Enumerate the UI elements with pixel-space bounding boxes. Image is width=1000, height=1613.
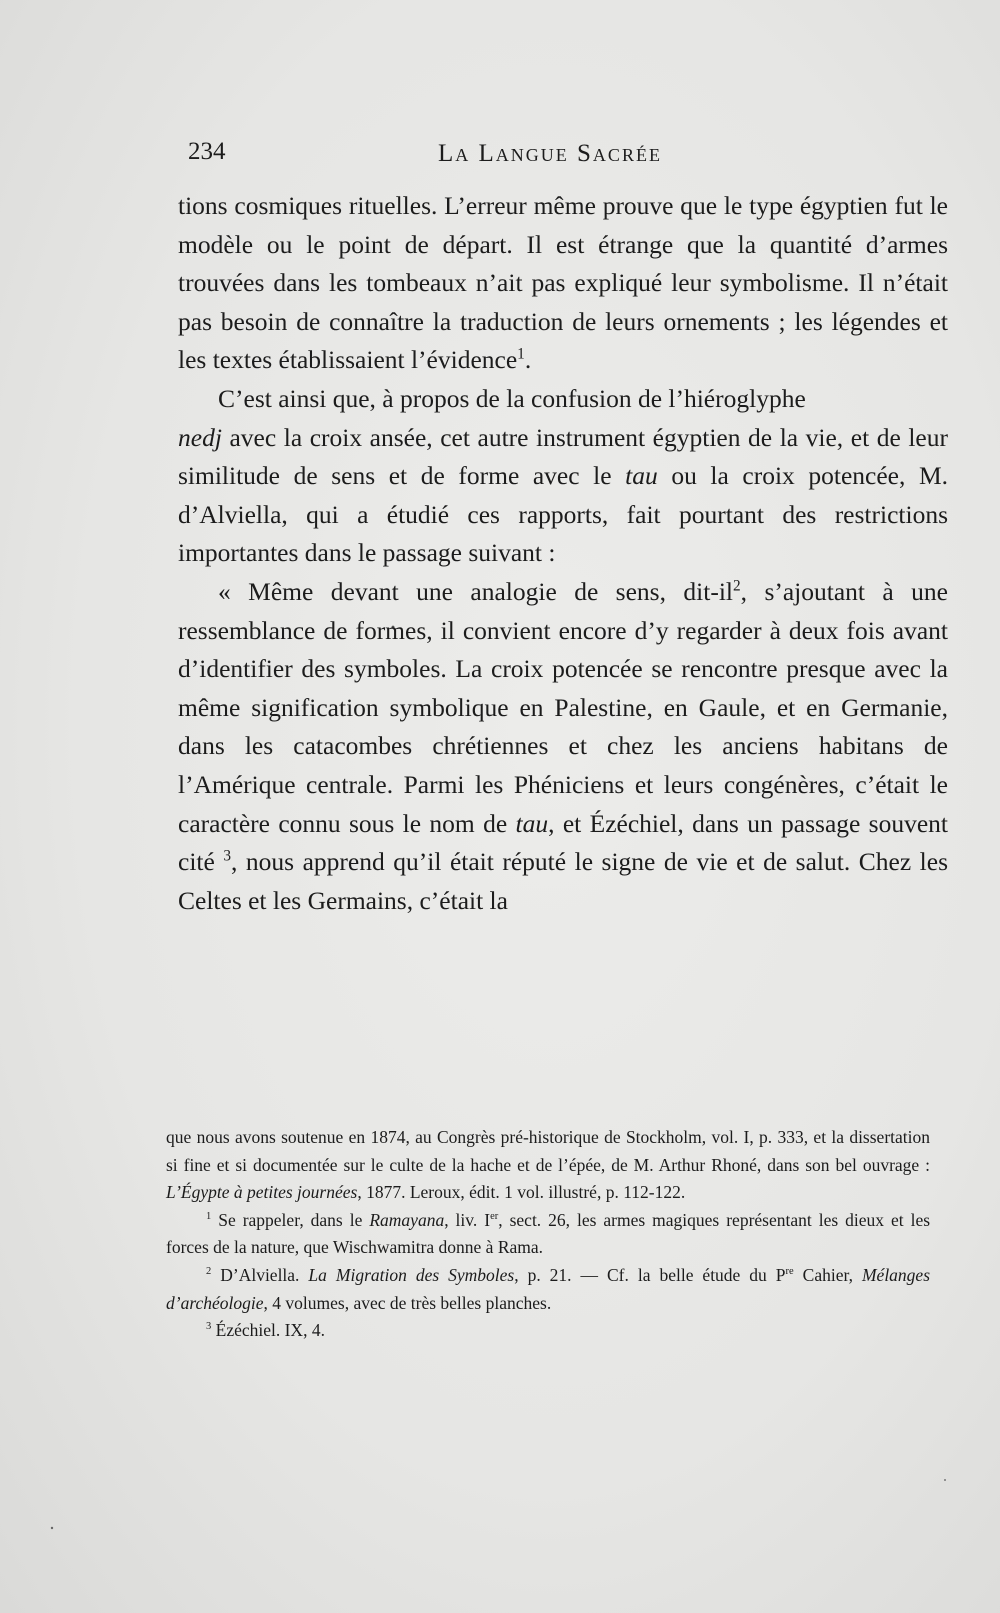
- page-header: [188, 138, 908, 178]
- book-title: Mélanges d’archéologie: [166, 1264, 931, 1313]
- book-title: La Migration des Symboles: [308, 1264, 515, 1285]
- footnote-ref-2[interactable]: 2: [732, 577, 741, 595]
- term-tau: tau: [625, 461, 658, 491]
- footnote-mark: 2: [206, 1266, 212, 1278]
- footnote-continuation: que nous avons soutenue en 1874, au Congrès pré-historique de Stockholm, vol. I, p. 333, et la dissertation si fine et si documentée sur le culte de la hache et de l’épée, de M. Arthur Rhoné, dans son bel ouvrage : L’Égypte à petites journées, 1877. Leroux, édit. 1 vol. illustré, p. 112-122.: [166, 1127, 930, 1203]
- main-text: [178, 187, 948, 920]
- footnote-mark: 1: [206, 1210, 212, 1222]
- footnotes: [166, 1124, 930, 1345]
- footnote-3: $^3$ Ézéchiel. IX, 4.: [206, 1320, 325, 1341]
- footnote-1: $^1$ Se rappeler, dans le Ramayana, liv. Ier, sect. 26, les armes magiques représentant les dieux et les forces de la nature, que Wischwamitra donne à Rama.: [166, 1209, 931, 1258]
- running-head: La Langue Sacrée: [438, 140, 662, 167]
- footnote-2: $^2$ D’Alviella. La Migration des Symboles, p. 21. — Cf. la belle étude du $P^{re}$ Cahier, Mélanges d’archéologie, 4 volumes, avec de très belles planches.: [166, 1264, 931, 1313]
- paragraph-1: tions cosmiques rituelles. L’erreur même prouve que le type égyptien fut le modèle ou le point de départ. Il est étrange que la quantité d’armes trouvées dans les tombeaux n’ait pas expliqué leur symbolisme. Il n’était pas besoin de connaître la traduction de leurs ornements ; les légendes et les textes établissaient l’évidence$^1$.: [178, 191, 948, 375]
- paragraph-2: C’est ainsi que, à propos de la confusion de l’hiéroglyphe nedj avec la croix ansée, cet autre instrument égyptien de la vie, et de leur similitude de sens et de forme avec le tau ou la croix potencée, M. d’Alviella, qui a étudié ces rapports, fait pourtant des restrictions importantes dans le passage suivant :: [178, 383, 949, 568]
- term-tau: tau: [515, 808, 549, 838]
- paragraph-3-quotation: « Même devant une analogie de sens, dit-$il^2$, s’ajoutant à une ressemblance de formes, il convient encore d’y regarder à deux fois avant d’identifier des symboles. La croix potencée se rencontre presque avec la même signification symbolique en Palestine, en Gaule, et en Germanie, dans les catacombes chrétiennes et chez les anciens habitans de l’Amérique centrale. Parmi les Phéniciens et leurs congénères, c’était le caractère connu sous le nom de tau, et Ézéchiel, dans un passage souvent cité $^3$, nous apprend qu’il était réputé le signe de vie et de salut. Chez les Celtes et les Germains, c’était la: [178, 576, 949, 915]
- book-title: Ramayana: [369, 1209, 445, 1230]
- term-nedj: nedj: [178, 422, 222, 452]
- footnote-mark: 3: [206, 1321, 212, 1333]
- book-title: L’Égypte à petites journées: [166, 1182, 358, 1203]
- footnote-ref-3[interactable]: 3: [223, 847, 231, 865]
- footnote-ref-1[interactable]: 1: [517, 345, 525, 363]
- page-number: 234: [188, 138, 226, 165]
